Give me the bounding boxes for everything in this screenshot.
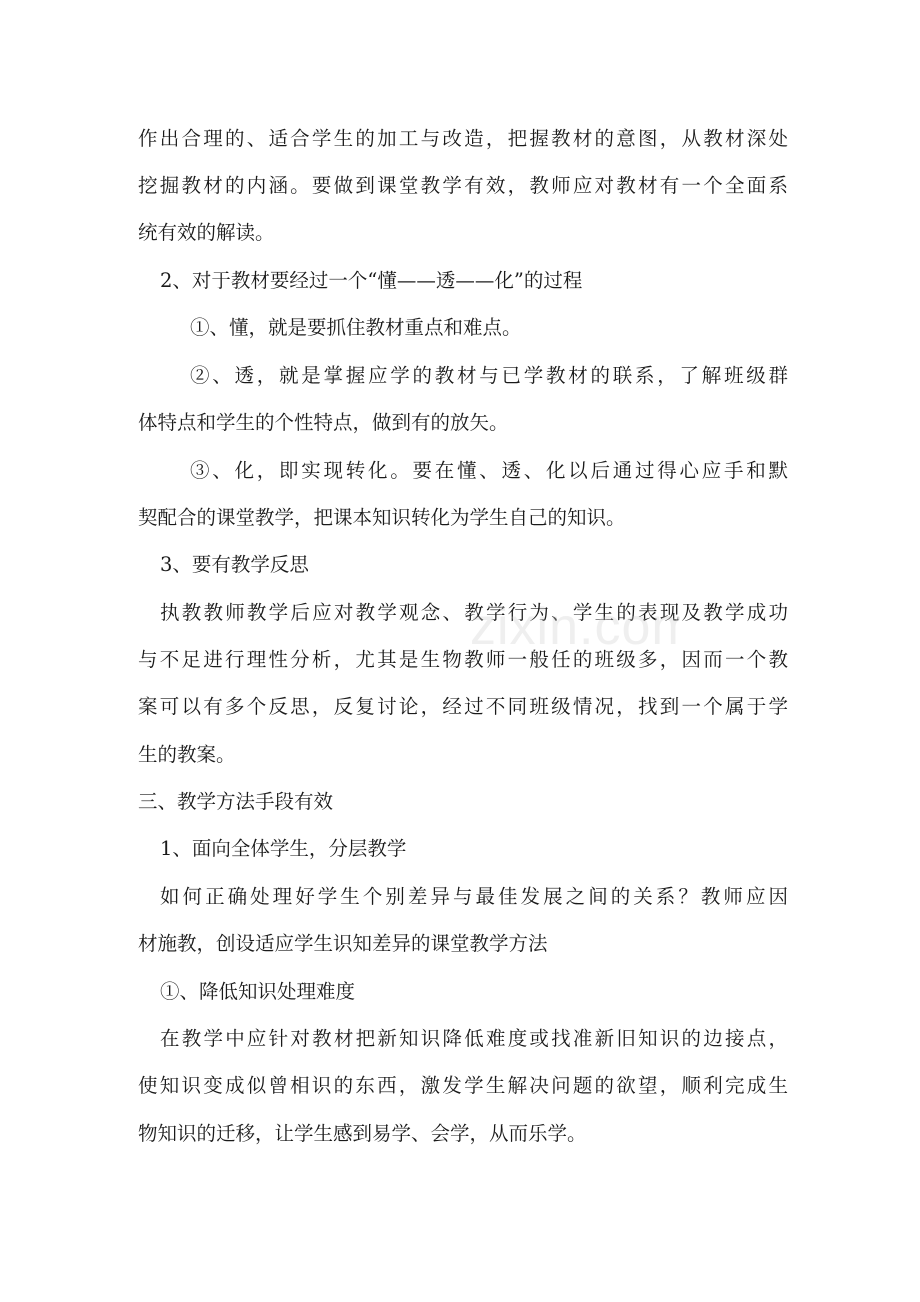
paragraph-line: 在教学中应针对教材把新知识降低难度或找准新旧知识的边接点， [160,1027,788,1050]
chapter-heading: 三、教学方法手段有效 [138,790,334,813]
list-item: ①、降低知识处理难度 [160,980,356,1003]
watermark-graphic [470,592,680,662]
paragraph-line: 材施教，创设适应学生识知差异的课堂教学方法 [138,932,548,955]
paragraph-line: 契配合的课堂教学，把课本知识转化为学生自己的知识。 [138,506,626,529]
paragraph-line: 体特点和学生的个性特点，做到有的放矢。 [138,411,509,434]
paragraph-line: 作出合理的、适合学生的加工与改造，把握教材的意图，从教材深处 [138,127,788,150]
paragraph-line: 与不足进行理性分析，尤其是生物教师一般任的班级多，因而一个教 [138,648,788,671]
section-heading: 2、对于教材要经过一个“懂——透——化”的过程 [160,269,583,292]
paragraph-line: 物知识的迁移，让学生感到易学、会学，从而乐学。 [138,1122,587,1145]
paragraph-line: 执教教师教学后应对教学观念、教学行为、学生的表现及教学成功 [160,601,788,624]
list-item: ②、透，就是掌握应学的教材与已学教材的联系，了解班级群 [190,364,788,387]
section-heading: 1、面向全体学生，分层教学 [160,837,407,860]
paragraph-line: 挖掘教材的内涵。要做到课堂教学有效，教师应对教材有一个全面系 [138,174,788,197]
section-heading: 3、要有教学反思 [160,553,309,576]
paragraph-line: 如何正确处理好学生个别差异与最佳发展之间的关系？教师应因 [160,885,788,908]
paragraph-line: 使知识变成似曾相识的东西，激发学生解决问题的欲望，顺利完成生 [138,1074,788,1097]
svg-text:zixin.com.cn: zixin.com [470,598,680,656]
watermark-logo [470,592,680,662]
paragraph-line: 统有效的解读。 [138,221,275,244]
list-item: ①、懂，就是要抓住教材重点和难点。 [190,316,522,339]
paragraph-line: 案可以有多个反思，反复讨论，经过不同班级情况，找到一个属于学 [138,695,788,718]
paragraph-line: 生的教案。 [138,743,236,766]
list-item: ③、化，即实现转化。要在懂、透、化以后通过得心应手和默 [190,459,788,482]
